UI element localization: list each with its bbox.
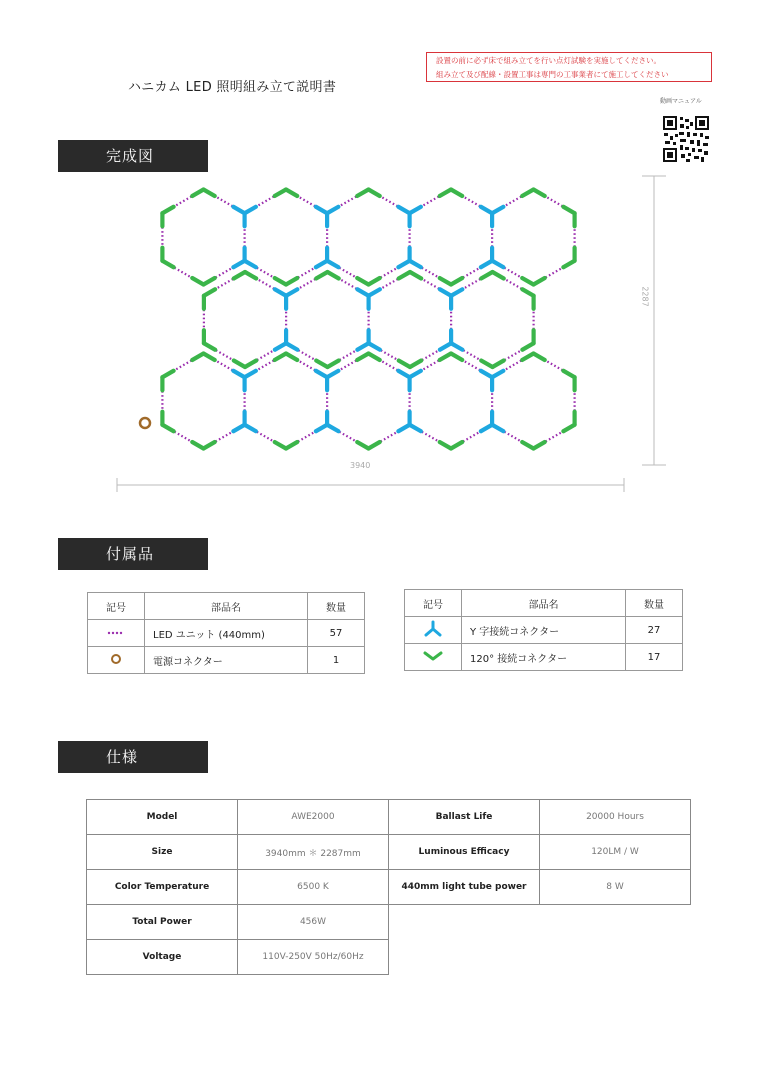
y-connector-node [233, 412, 256, 432]
y-connector-node [316, 248, 339, 268]
spec-value: 6500 K [238, 870, 389, 905]
section-header-complete: 完成図 [58, 140, 208, 172]
header-qty: 数量 [308, 593, 365, 620]
spec-value: 20000 Hours [540, 800, 691, 835]
spec-key: Size [87, 835, 238, 870]
y-connector-node [481, 248, 504, 268]
angle-connector-node [192, 190, 215, 197]
part-name: LED ユニット (440mm) [145, 620, 308, 647]
header-qty: 数量 [626, 590, 683, 617]
angle-connector-node [357, 442, 380, 449]
warning-line-1: 設置の前に必ず床で組み立てを行い点灯試験を実施してください。 [436, 56, 661, 65]
y-connector-node [398, 248, 421, 268]
angle-connector-node [234, 272, 257, 279]
header-symbol: 記号 [88, 593, 145, 620]
header-name: 部品名 [462, 590, 626, 617]
angle-connector-node [162, 207, 173, 227]
header-name: 部品名 [145, 593, 308, 620]
part-name: 電源コネクター [145, 647, 308, 674]
connector-nodes [162, 190, 574, 449]
angle-connector-node [316, 360, 339, 367]
spec-key: Total Power [87, 905, 238, 940]
y-connector-node [440, 289, 463, 309]
power-connector-icon [140, 418, 150, 428]
y-connector-node [233, 207, 256, 227]
angle-connector-node [192, 278, 215, 285]
angle-connector-node [275, 278, 298, 285]
table-header-row [405, 590, 683, 617]
accessories-table-left [87, 592, 365, 674]
y-connector-icon [405, 617, 462, 644]
spec-value: 120LM / W [540, 835, 691, 870]
header-symbol: 記号 [405, 590, 462, 617]
y-connector-node [440, 330, 463, 350]
y-connector-node [357, 330, 380, 350]
spec-value: 110V-250V 50Hz/60Hz [238, 940, 389, 975]
angle-connector-node [204, 289, 215, 309]
y-connector-node [398, 371, 421, 391]
angle-connector-node [563, 412, 574, 432]
angle-connector-node [357, 190, 380, 197]
table-row [87, 870, 691, 905]
angle-connector-node [357, 354, 380, 361]
angle-connector-node [275, 354, 298, 361]
part-name: Y 字接続コネクター [462, 617, 626, 644]
dotted-line-icon [88, 620, 145, 647]
table-row [87, 940, 691, 975]
angle-connector-node [440, 190, 463, 197]
spec-key: Ballast Life [389, 800, 540, 835]
accessories-table-right [404, 589, 683, 671]
y-connector-node [275, 289, 298, 309]
section-header-spec: 仕様 [58, 741, 208, 773]
angle-connector-node [192, 442, 215, 449]
angle-connector-node [357, 278, 380, 285]
spec-value: AWE2000 [238, 800, 389, 835]
table-row [88, 647, 365, 674]
width-dimension-label: 3940 [350, 461, 371, 470]
y-connector-node [398, 412, 421, 432]
angle-connector-node [563, 371, 574, 391]
led-unit-edges [162, 190, 574, 449]
table-header-row [88, 593, 365, 620]
spec-value: 456W [238, 905, 389, 940]
y-connector-node [398, 207, 421, 227]
table-row [88, 620, 365, 647]
spec-key: Color Temperature [87, 870, 238, 905]
angle-connector-node [522, 354, 545, 361]
y-connector-node [233, 371, 256, 391]
part-qty: 27 [626, 617, 683, 644]
angle-connector-node [522, 289, 533, 309]
angle-connector-node [162, 248, 173, 268]
angle-connector-node [192, 354, 215, 361]
angle-connector-node [522, 330, 533, 350]
angle-connector-node [440, 354, 463, 361]
height-dimension-label: 2287 [640, 286, 650, 307]
video-manual-label: 動画マニュアル [660, 98, 702, 105]
angle-connector-node [275, 190, 298, 197]
table-row [405, 644, 683, 671]
angle-connector-node [234, 360, 257, 367]
angle-connector-node [316, 272, 339, 279]
table-row [87, 835, 691, 870]
table-row [87, 800, 691, 835]
part-qty: 1 [308, 647, 365, 674]
angle-connector-node [481, 272, 504, 279]
part-qty: 57 [308, 620, 365, 647]
table-row [87, 905, 691, 940]
warning-line-2: 組み立て及び配線・設置工事は専門の工事業者にて施工してください [436, 70, 669, 79]
angle-connector-node [563, 248, 574, 268]
y-connector-node [481, 412, 504, 432]
angle-connector-node [522, 442, 545, 449]
spec-key: Luminous Efficacy [389, 835, 540, 870]
angle-connector-node [563, 207, 574, 227]
y-connector-node [357, 289, 380, 309]
angle-connector-node [162, 412, 173, 432]
honeycomb-diagram [0, 0, 769, 520]
spec-key: Model [87, 800, 238, 835]
ring-icon [88, 647, 145, 674]
part-name: 120° 接続コネクター [462, 644, 626, 671]
angle-connector-node [162, 371, 173, 391]
y-connector-node [481, 207, 504, 227]
angle-connector-node [522, 278, 545, 285]
table-row [405, 617, 683, 644]
y-connector-node [316, 412, 339, 432]
spec-value: 3940mm ＊ 2287mm [238, 835, 389, 870]
angle-connector-node [522, 190, 545, 197]
y-connector-node [233, 248, 256, 268]
angle-connector-node [399, 272, 422, 279]
spec-key: Voltage [87, 940, 238, 975]
angle-connector-node [440, 442, 463, 449]
angle-connector-node [481, 360, 504, 367]
y-connector-node [316, 207, 339, 227]
angle-connector-node [275, 442, 298, 449]
spec-key: 440mm light tube power [389, 870, 540, 905]
y-connector-node [481, 371, 504, 391]
angle-connector-node [399, 360, 422, 367]
spec-value: 8 W [540, 870, 691, 905]
section-header-accessories: 付属品 [58, 538, 208, 570]
y-connector-node [275, 330, 298, 350]
spec-table [86, 799, 691, 975]
v-connector-icon [405, 644, 462, 671]
part-qty: 17 [626, 644, 683, 671]
angle-connector-node [204, 330, 215, 350]
angle-connector-node [440, 278, 463, 285]
page-title: ハニカム LED 照明組み立て説明書 [128, 80, 337, 95]
y-connector-node [316, 371, 339, 391]
